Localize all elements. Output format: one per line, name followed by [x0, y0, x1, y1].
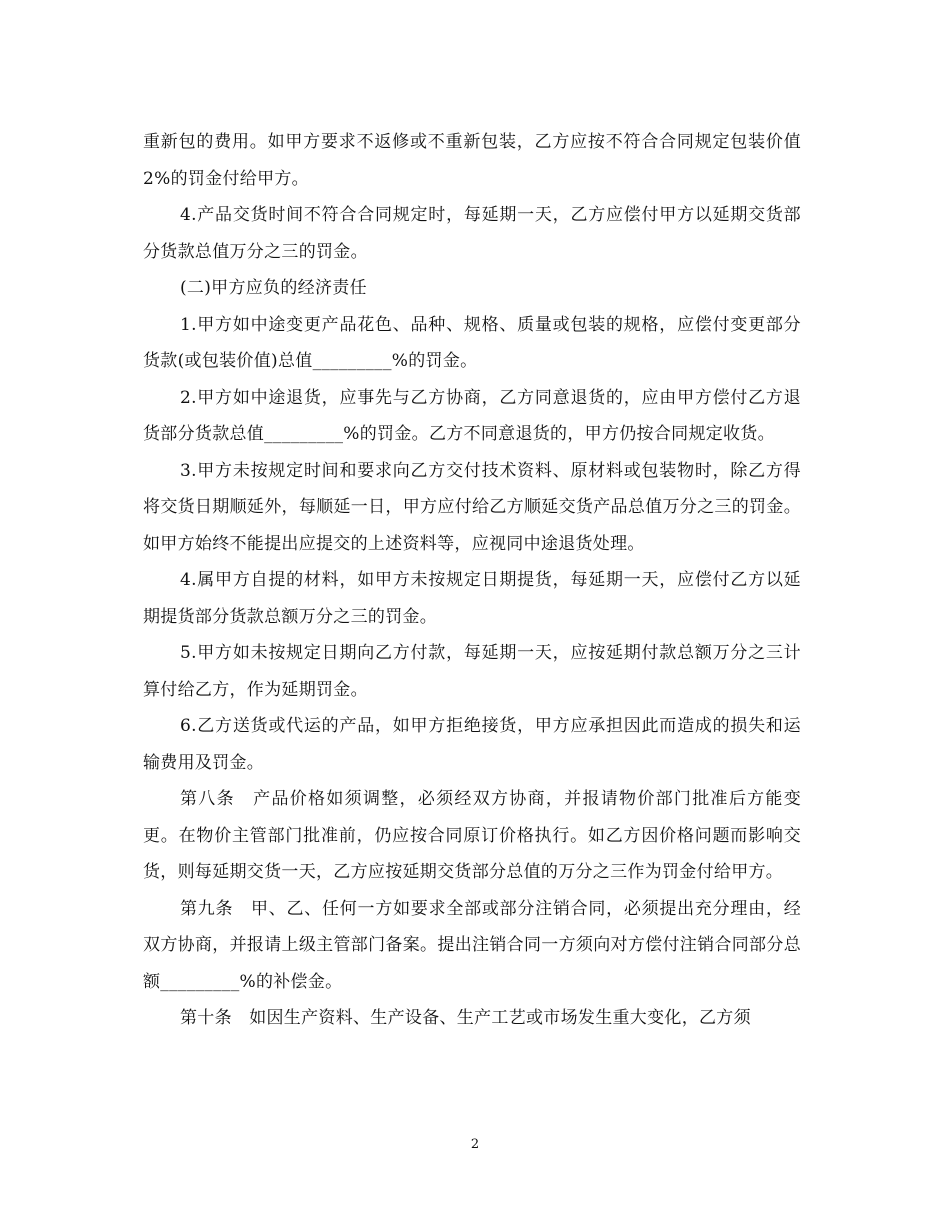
section-heading-party-a-liability: (二)甲方应负的经济责任 [180, 278, 367, 298]
document-body [143, 124, 801, 1037]
paragraph-item-6-refusal: 6.乙方送货或代运的产品，如甲方拒绝接货，甲方应承担因此而造成的损失和运输费用及罚金。 [143, 716, 801, 773]
paragraph-article-10: 第十条 如因生产资料、生产设备、生产工艺或市场发生重大变化，乙方须 [180, 1008, 751, 1028]
paragraph-item-1-change: 1.甲方如中途变更产品花色、品种、规格、质量或包装的规格，应偿付变更部分货款(或包装价值)总值_________%的罚金。 [143, 314, 801, 371]
paragraph-item-4-delivery: 4.产品交货时间不符合合同规定时，每延期一天，乙方应偿付甲方以延期交货部分货款总值万分之三的罚金。 [143, 205, 801, 262]
page-number: 2 [470, 1137, 480, 1152]
paragraph-item-5-payment: 5.甲方如未按规定日期向乙方付款，每延期一天，应按延期付款总额万分之三计算付给乙方，作为延期罚金。 [143, 643, 801, 700]
paragraph-continued-packaging: 重新包的费用。如甲方要求不返修或不重新包装，乙方应按不符合合同规定包装价值 2%的罚金付给甲方。 [143, 132, 801, 189]
paragraph-item-2-return: 2.甲方如中途退货，应事先与乙方协商，乙方同意退货的，应由甲方偿付乙方退货部分货款总值_________%的罚金。乙方不同意退货的，甲方仍按合同规定收货。 [143, 387, 801, 444]
paragraph-item-3-materials: 3.甲方未按规定时间和要求向乙方交付技术资料、原材料或包装物时，除乙方得将交货日期顺延外，每顺延一日，甲方应付给乙方顺延交货产品总值万分之三的罚金。如甲方始终不能提出应提交的上述资料等，应视同中途退货处理。 [143, 460, 801, 554]
paragraph-article-9: 第九条 甲、乙、任何一方如要求全部或部分注销合同，必须提出充分理由，经双方协商，并报请上级主管部门备案。提出注销合同一方须向对方偿付注销合同部分总额_________%的补偿金。 [143, 898, 801, 992]
paragraph-article-8: 第八条 产品价格如须调整，必须经双方协商，并报请物价部门批准后方能变更。在物价主管部门批准前，仍应按合同原订价格执行。如乙方因价格问题而影响交货，则每延期交货一天，乙方应按延期交货部分总值的万分之三作为罚金付给甲方。 [143, 789, 801, 882]
paragraph-item-4-pickup: 4.属甲方自提的材料，如甲方未按规定日期提货，每延期一天，应偿付乙方以延期提货部分货款总额万分之三的罚金。 [143, 570, 801, 627]
